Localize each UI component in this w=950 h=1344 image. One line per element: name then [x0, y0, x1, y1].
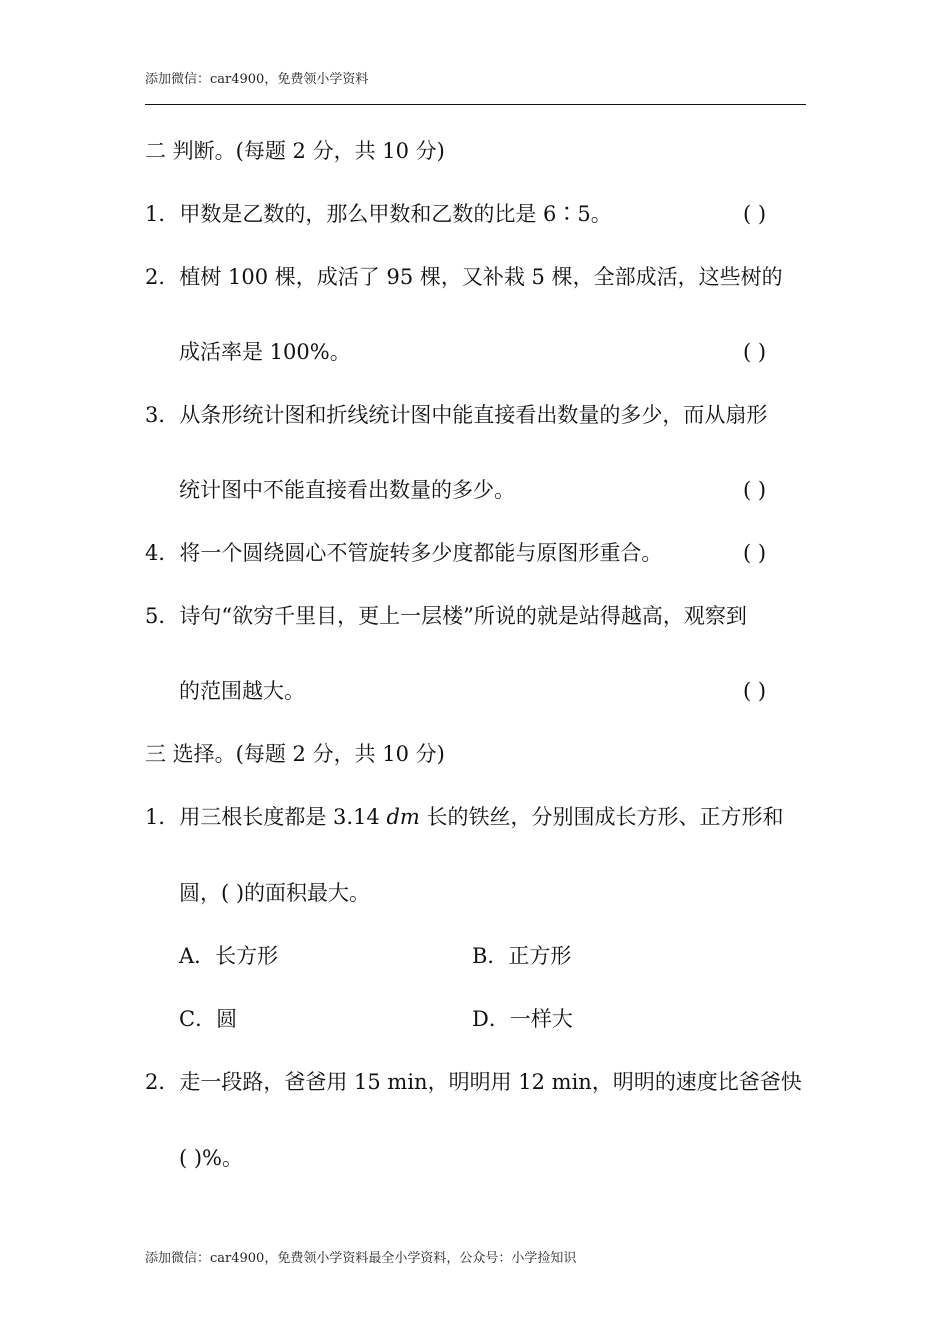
judge-q1-text: 1．甲数是乙数的，那么甲数和乙数的比是 6∶5。: [145, 202, 612, 226]
judge-q3-answer-blank: ( ): [743, 478, 767, 502]
header-divider: [145, 104, 806, 105]
section-3-title: 三 选择。(每题 2 分，共 10 分): [145, 742, 445, 766]
choice-q1-suffix: 长的铁丝，分别围成长方形、正方形和: [419, 805, 784, 829]
page-footer: 添加微信：car4900，免费领小学资料最全小学资料，公众号：小学捡知识: [145, 1251, 577, 1266]
judge-q5-text-line2: 的范围越大。: [179, 679, 305, 703]
judge-q4-text: 4．将一个圆绕圆心不管旋转多少度都能与原图形重合。: [145, 541, 663, 565]
judge-q2-text-line2: 成活率是 100%。: [179, 340, 351, 364]
section-2-title: 二 判断。(每题 2 分，共 10 分): [145, 139, 445, 163]
choice-q2-text-line2: ( )%。: [179, 1146, 244, 1170]
choice-q2-text-line1: 2．走一段路，爸爸用 15 min，明明用 12 min，明明的速度比爸爸快: [145, 1070, 802, 1094]
judge-q4-answer-blank: ( ): [743, 541, 767, 565]
judge-q2-text-line1: 2．植树 100 棵，成活了 95 棵，又补栽 5 棵，全部成活，这些树的: [145, 265, 783, 289]
page-header: 添加微信：car4900，免费领小学资料: [145, 72, 369, 87]
judge-q5-answer-blank: ( ): [743, 679, 767, 703]
choice-q1-option-a: A．长方形: [179, 944, 279, 968]
judge-q3-text-line1: 3．从条形统计图和折线统计图中能直接看出数量的多少，而从扇形: [145, 403, 768, 427]
choice-q1-option-d: D．一样大: [472, 1007, 573, 1031]
judge-q5-text-line1: 5．诗句“欲穷千里目，更上一层楼”所说的就是站得越高，观察到: [145, 604, 747, 628]
choice-q1-text-line1: [145, 802, 784, 832]
choice-q1-text-line2: 圆，( )的面积最大。: [179, 881, 371, 905]
judge-q1-answer-blank: ( ): [743, 202, 767, 226]
choice-q1-option-b: B．正方形: [472, 944, 572, 968]
judge-q2-answer-blank: ( ): [743, 340, 767, 364]
choice-q1-option-c: C．圆: [179, 1007, 238, 1031]
choice-q1-prefix: 1．用三根长度都是 3.14: [145, 805, 387, 829]
choice-q1-unit: dm: [386, 805, 420, 829]
judge-q3-text-line2: 统计图中不能直接看出数量的多少。: [179, 478, 515, 502]
